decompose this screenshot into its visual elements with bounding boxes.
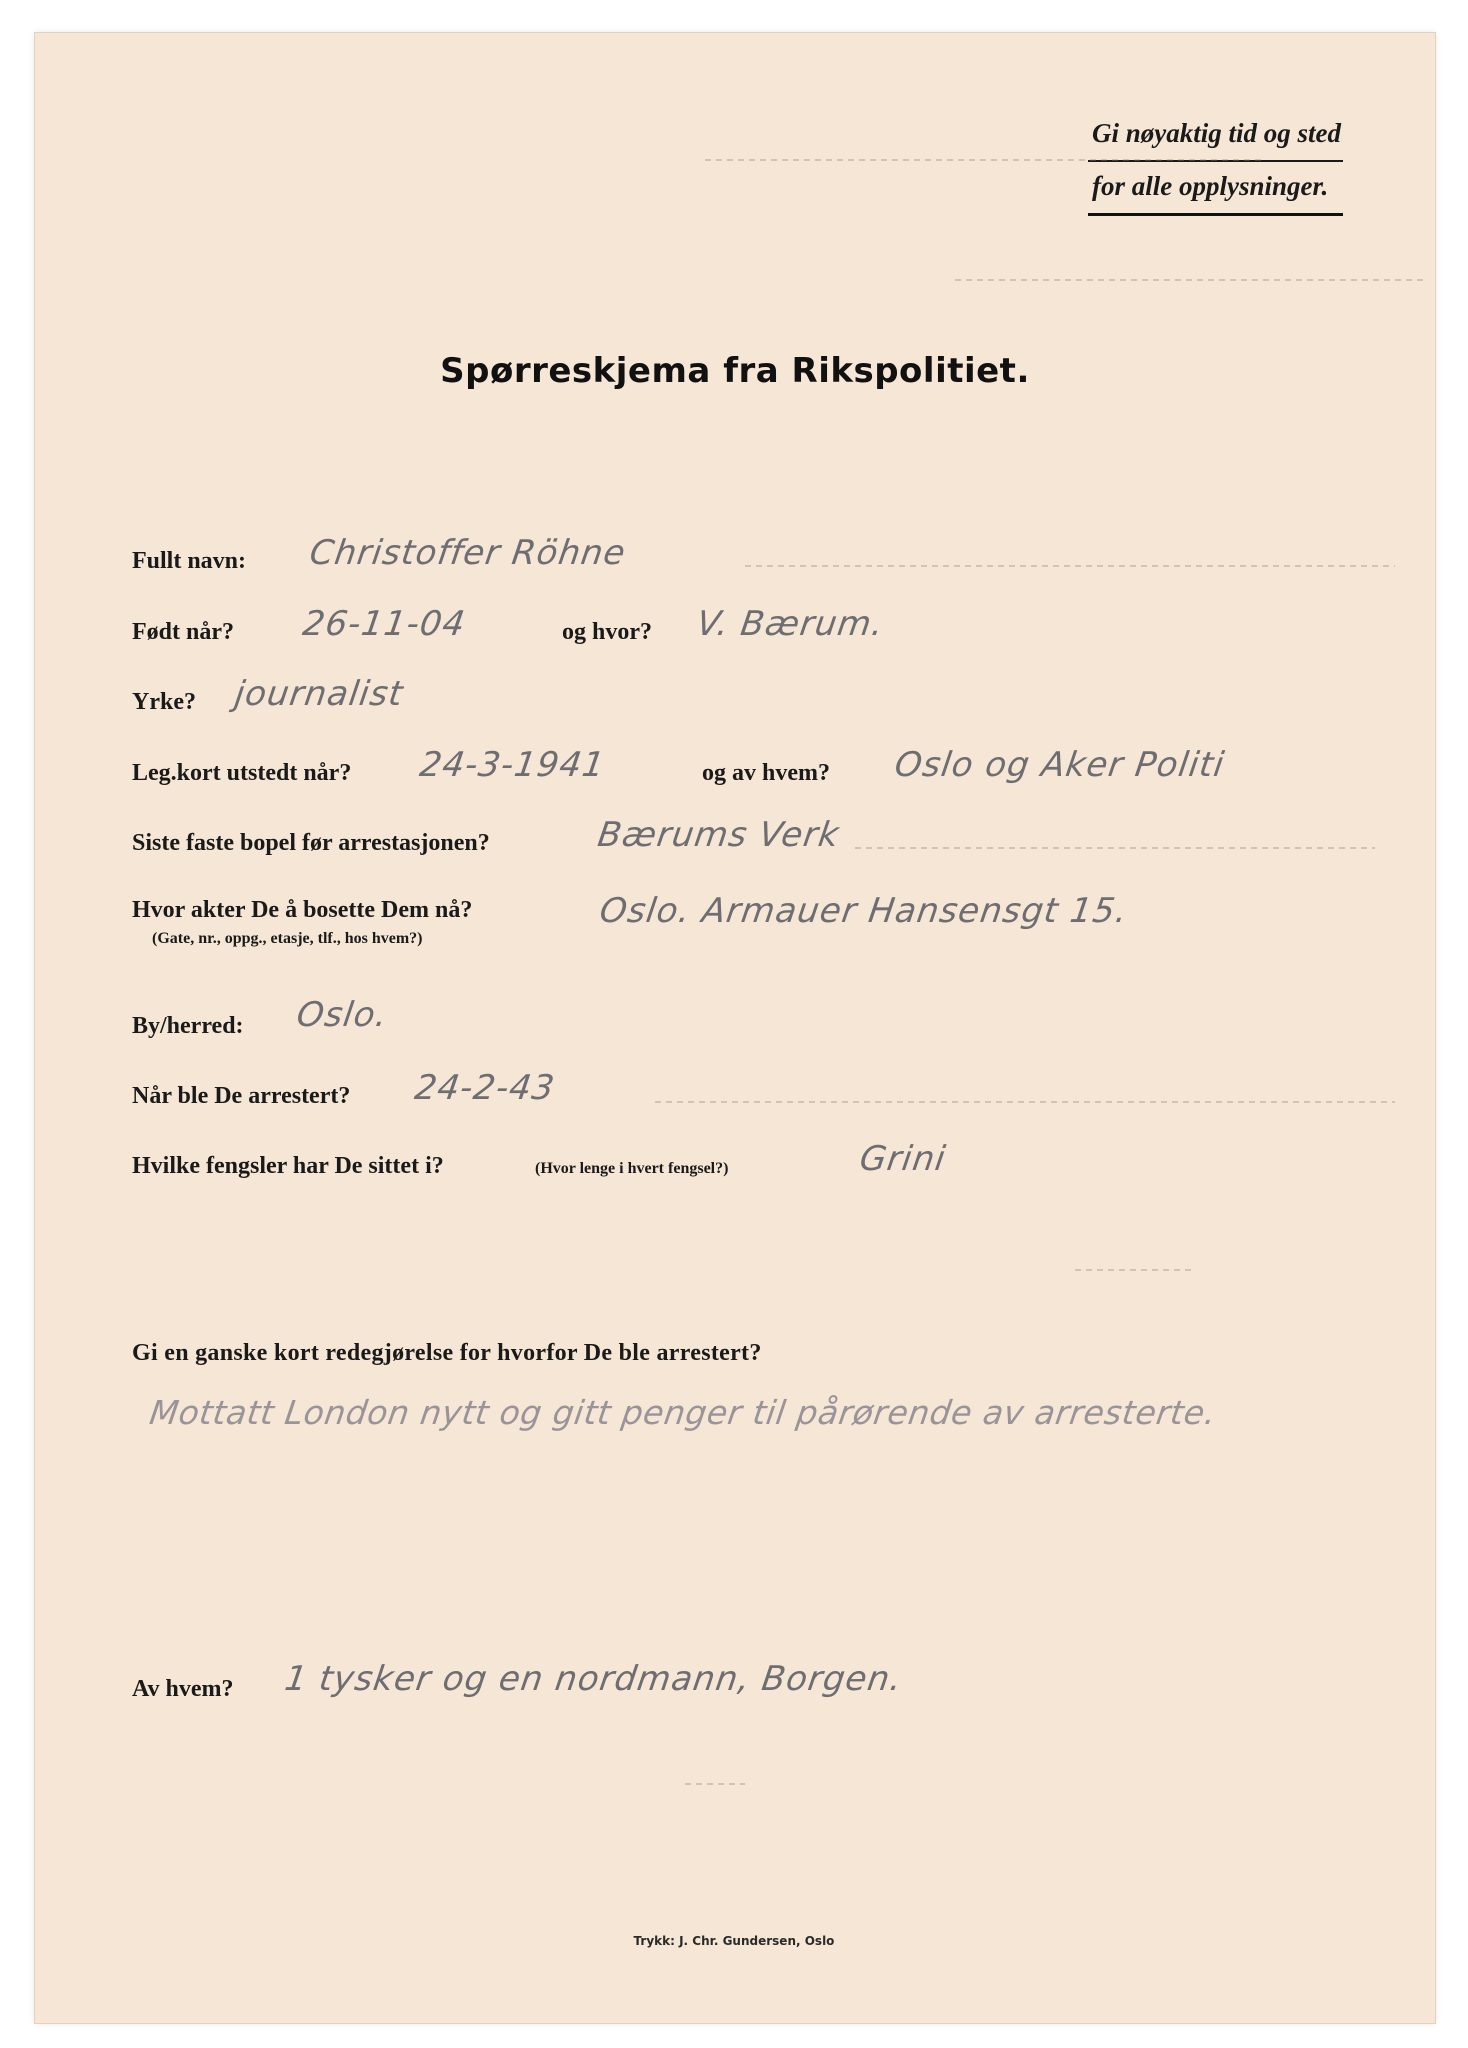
value-fullt-navn: Christoffer Röhne xyxy=(307,533,629,573)
faint-bleedthrough-line xyxy=(685,1783,745,1785)
instruction-line-2: for alle opplysninger. xyxy=(1088,162,1343,216)
instruction-note xyxy=(1088,109,1343,216)
faint-bleedthrough-line xyxy=(1075,1269,1195,1271)
faint-bleedthrough-line xyxy=(705,159,1265,161)
value-og-hvor: V. Bærum. xyxy=(694,604,887,644)
value-bosette: Oslo. Armauer Hansensgt 15. xyxy=(597,891,1131,931)
value-av-hvem: 1 tysker og en nordmann, Borgen. xyxy=(282,1659,905,1699)
form-title: Spørreskjema fra Rikspolitiet. xyxy=(440,351,1030,391)
value-arrestert: 24-2-43 xyxy=(412,1068,558,1108)
label-yrke: Yrke? xyxy=(132,689,196,715)
value-redegjorelse: Mottatt London nytt og gitt penger til pårørende av arresterte. xyxy=(147,1393,1219,1432)
value-og-av-hvem: Oslo og Aker Politi xyxy=(892,745,1228,785)
label-leg-kort: Leg.kort utstedt når? xyxy=(132,760,352,786)
label-siste-bopel: Siste faste bopel før arrestasjonen? xyxy=(132,830,490,856)
questionnaire-sheet xyxy=(35,33,1435,2023)
label-og-av-hvem: og av hvem? xyxy=(702,760,830,786)
label-bosette: Hvor akter De å bosette Dem nå? xyxy=(132,897,473,923)
instruction-line-1: Gi nøyaktig tid og sted xyxy=(1088,109,1343,162)
faint-bleedthrough-line xyxy=(955,279,1425,281)
label-redegjorelse: Gi en ganske kort redegjørelse for hvorfor De ble arrestert? xyxy=(132,1340,762,1366)
value-fodt-nar: 26-11-04 xyxy=(300,604,469,644)
sublabel-bosette: (Gate, nr., oppg., etasje, tlf., hos hvem?) xyxy=(152,930,423,947)
printer-imprint: Trykk: J. Chr. Gundersen, Oslo xyxy=(633,1934,835,1948)
faint-bleedthrough-line xyxy=(745,565,1395,567)
value-siste-bopel: Bærums Verk xyxy=(595,815,842,855)
value-by-herred: Oslo. xyxy=(294,995,391,1035)
sublabel-fengsler: (Hvor lenge i hvert fengsel?) xyxy=(535,1160,729,1177)
value-leg-kort: 24-3-1941 xyxy=(417,745,608,785)
label-av-hvem: Av hvem? xyxy=(132,1676,234,1702)
label-fodt-nar: Født når? xyxy=(132,619,234,645)
faint-bleedthrough-line xyxy=(855,847,1375,849)
label-fengsler: Hvilke fengsler har De sittet i? xyxy=(132,1153,444,1179)
label-by-herred: By/herred: xyxy=(132,1013,244,1039)
value-fengsler: Grini xyxy=(857,1139,949,1179)
faint-bleedthrough-line xyxy=(655,1101,1395,1103)
label-og-hvor: og hvor? xyxy=(562,619,652,645)
label-fullt-navn: Fullt navn: xyxy=(132,548,247,574)
label-arrestert: Når ble De arrestert? xyxy=(132,1083,351,1109)
value-yrke: journalist xyxy=(232,674,406,714)
